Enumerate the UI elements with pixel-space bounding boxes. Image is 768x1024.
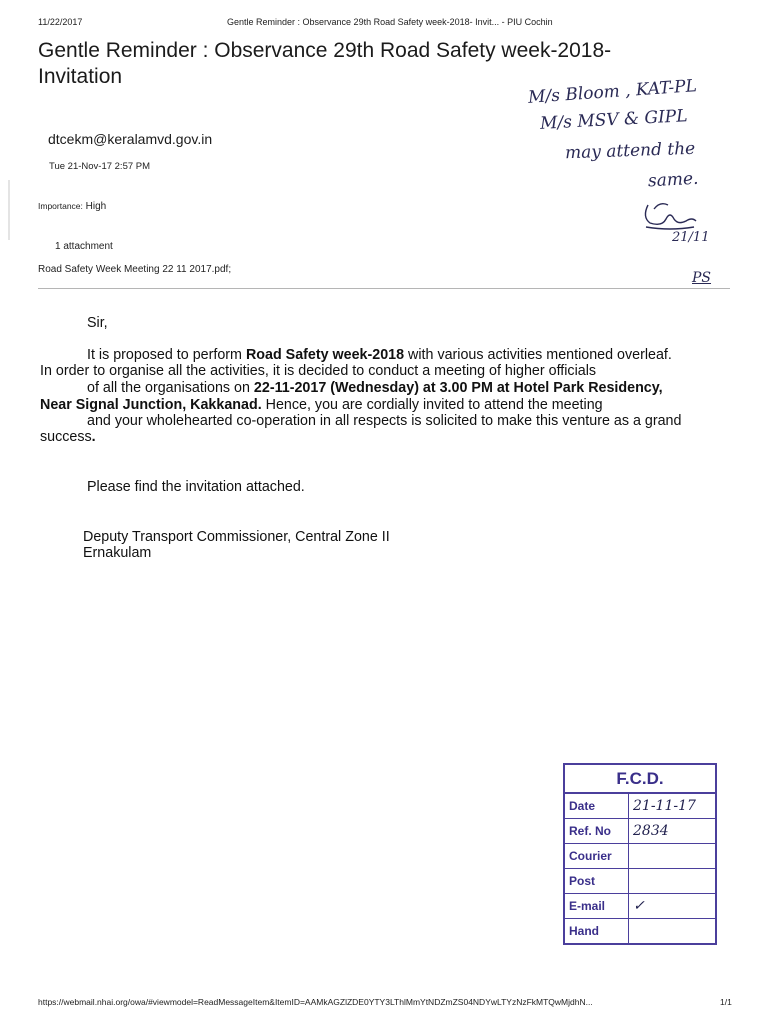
attachment-note: Please find the invitation attached. <box>87 479 305 495</box>
importance <box>38 201 106 212</box>
attachment-count: 1 attachment <box>55 241 113 252</box>
stamp-value-courier <box>629 844 715 868</box>
email-subject <box>38 38 688 90</box>
stamp-label-ref: Ref. No <box>565 819 629 843</box>
stamp-row-hand <box>565 919 715 943</box>
stamp-value-email-check-icon: ✓ <box>633 898 645 914</box>
stamp-value-date: 21-11-17 <box>633 798 696 814</box>
body-line-4 <box>40 397 603 414</box>
email-subject-line2: Invitation <box>38 65 123 88</box>
print-page-title: Gentle Reminder : Observance 29th Road Safety week-2018- Invit... - PIU Cochin <box>227 17 553 27</box>
body-line-1-a: It is proposed to perform <box>87 347 246 363</box>
stamp-row-post <box>565 869 715 894</box>
importance-label: Importance: <box>38 201 83 211</box>
body-line-6 <box>40 429 96 446</box>
body-line-6-a: success <box>40 429 92 445</box>
stamp-title: F.C.D. <box>565 765 715 794</box>
handwritten-note-line1: M/s Bloom , KAT-PL <box>527 76 698 108</box>
body-line-1-c: with various activities mentioned overleaf. <box>404 347 672 363</box>
fcd-stamp <box>563 763 717 945</box>
stamp-value-ref: 2834 <box>633 823 669 839</box>
body-line-3-a: of all the organisations on <box>87 380 254 396</box>
signature-line-2: Ernakulam <box>83 545 152 561</box>
print-date: 11/22/2017 <box>38 17 83 27</box>
body-line-2: In order to organise all the activities, it is decided to conduct a meeting of higher officials <box>40 363 597 379</box>
stamp-label-post: Post <box>565 869 629 893</box>
stamp-row-ref <box>565 819 715 844</box>
body-line-3-bold: 22-11-2017 (Wednesday) at 3.00 PM at Hotel Park Residency, <box>253 380 663 396</box>
body-line-4-b: Hence, you are cordially invited to attend the meeting <box>261 397 603 413</box>
stamp-row-email <box>565 894 715 919</box>
importance-value: High <box>85 201 107 212</box>
body-line-6-b: . <box>91 429 96 445</box>
sender-address[interactable]: dtcekm@keralamvd.gov.in <box>48 131 213 147</box>
body-line-3 <box>87 380 663 397</box>
footer-page-number: 1/1 <box>720 997 732 1007</box>
body-line-4-bold: Near Signal Junction, Kakkanad. <box>40 397 262 413</box>
handwritten-note-line3: may attend the <box>564 138 696 164</box>
salutation: Sir, <box>87 315 108 331</box>
stamp-value-hand <box>629 919 715 943</box>
stamp-label-hand: Hand <box>565 919 629 943</box>
stamp-label-date: Date <box>565 794 629 818</box>
handwritten-note-line4: same. <box>647 168 699 192</box>
stamp-row-courier <box>565 844 715 869</box>
sent-time: Tue 21-Nov-17 2:57 PM <box>49 161 151 172</box>
handwritten-note-line2: M/s MSV & GIPL <box>539 106 688 134</box>
stamp-label-email: E-mail <box>565 894 629 918</box>
body-line-1-bold: Road Safety week-2018 <box>245 347 405 363</box>
scan-edge-mark <box>8 180 10 240</box>
footer-url[interactable]: https://webmail.nhai.org/owa/#viewmodel=ReadMessageItem&ItemID=AAMkAGZlZDE0YTY3LThlMmYtNDZmZS04NDYwLTYzNzFkMTQwMjdhN... <box>38 997 593 1007</box>
stamp-row-date <box>565 794 715 819</box>
signature-line-1: Deputy Transport Commissioner, Central Zone II <box>83 529 390 545</box>
handwritten-ps: PS <box>692 270 712 286</box>
body-line-1 <box>87 347 672 364</box>
stamp-value-post <box>629 869 715 893</box>
handwritten-date: 21/11 <box>672 230 710 245</box>
attachment-link[interactable]: Road Safety Week Meeting 22 11 2017.pdf; <box>38 264 232 275</box>
stamp-label-courier: Courier <box>565 844 629 868</box>
email-subject-line1: Gentle Reminder : Observance 29th Road Safety week-2018- <box>38 39 612 62</box>
header-divider <box>38 288 730 289</box>
body-line-5: and your wholehearted co-operation in all respects is solicited to make this venture as a grand <box>87 413 682 429</box>
